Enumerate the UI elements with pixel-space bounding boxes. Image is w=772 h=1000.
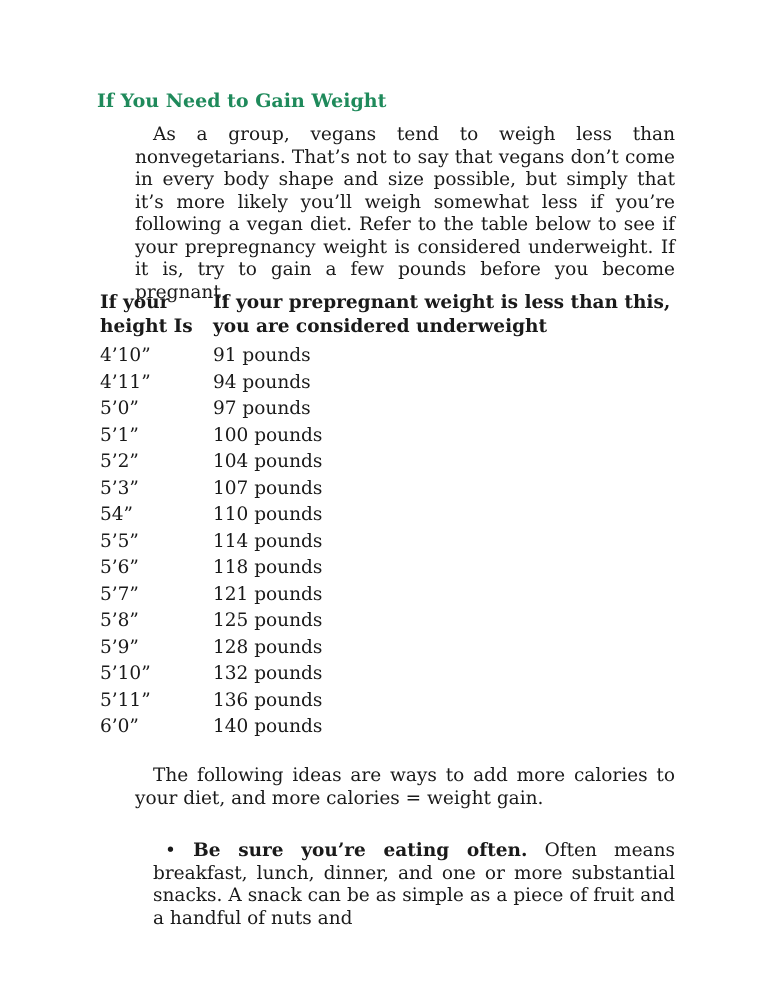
section-heading: If You Need to Gain Weight bbox=[97, 90, 387, 112]
table-header bbox=[100, 291, 673, 339]
height-cell: 4’11” bbox=[100, 371, 151, 393]
weight-cell: 107 pounds bbox=[213, 477, 323, 499]
table-row bbox=[100, 714, 673, 741]
weight-cell: 125 pounds bbox=[213, 610, 323, 631]
weight-cell: 128 pounds bbox=[213, 636, 323, 658]
table-row bbox=[100, 370, 673, 397]
weight-cell: 100 pounds bbox=[213, 424, 323, 446]
table-row bbox=[100, 661, 673, 688]
weight-cell: 121 pounds bbox=[213, 583, 323, 605]
intro-paragraph bbox=[135, 124, 675, 304]
height-cell: 5’1” bbox=[100, 424, 139, 446]
header-weight: If your prepregnant weight is less than this, you are considered underweight bbox=[213, 292, 671, 337]
weight-cell: 104 pounds bbox=[213, 451, 323, 472]
height-cell: 5’9” bbox=[100, 636, 139, 658]
ideas-paragraph-text: The following ideas are ways to add more calories to your diet, and more calories = weight gain. bbox=[135, 765, 675, 809]
height-cell: 5’5” bbox=[100, 530, 139, 552]
height-cell: 5’10” bbox=[100, 663, 151, 684]
table-row bbox=[100, 555, 673, 582]
weight-cell: 94 pounds bbox=[213, 371, 311, 393]
height-cell: 5’6” bbox=[100, 557, 139, 578]
table-row bbox=[100, 343, 673, 370]
table-row bbox=[100, 688, 673, 715]
table-row bbox=[100, 396, 673, 423]
underweight-table bbox=[100, 291, 673, 741]
table-body bbox=[100, 343, 673, 741]
bullet-body bbox=[153, 840, 675, 930]
weight-cell: 97 pounds bbox=[213, 398, 311, 419]
table-row bbox=[100, 502, 673, 529]
table-row bbox=[100, 608, 673, 635]
height-cell: 5’7” bbox=[100, 583, 139, 605]
table-row bbox=[100, 423, 673, 450]
table-row bbox=[100, 582, 673, 609]
height-cell: 6’0” bbox=[100, 716, 139, 737]
weight-cell: 118 pounds bbox=[213, 557, 323, 578]
table-row bbox=[100, 529, 673, 556]
bullet-text: Often means breakfast, lunch, dinner, and one or more substantial snacks. A snack can be as simple as a piece of fruit and a handful of nuts and bbox=[153, 840, 675, 929]
intro-paragraph-text: As a group, vegans tend to weigh less than nonvegetarians. That’s not to say that vegans don’t come in every body shape and size possible, but simply that it’s more likely you’ll weigh somewhat less if you’re following a vegan diet. Refer to the table below to see if your prepregnancy weight is considered underweight. If it is, try to gain a few pounds before you become pregnant. bbox=[135, 124, 675, 303]
height-cell: 5’8” bbox=[100, 610, 139, 631]
weight-cell: 114 pounds bbox=[213, 530, 323, 552]
height-cell: 5’0” bbox=[100, 398, 139, 419]
bullet-item bbox=[153, 840, 675, 930]
header-height: If your height Is bbox=[100, 292, 193, 337]
weight-cell: 132 pounds bbox=[213, 663, 323, 684]
height-cell: 54” bbox=[100, 504, 133, 525]
height-cell: 5’11” bbox=[100, 689, 151, 711]
bullet-lead: Be sure you’re eating often. bbox=[193, 840, 528, 861]
weight-cell: 110 pounds bbox=[213, 504, 323, 525]
ideas-paragraph bbox=[135, 765, 675, 810]
height-cell: 5’2” bbox=[100, 451, 139, 472]
height-cell: 4’10” bbox=[100, 345, 151, 366]
height-cell: 5’3” bbox=[100, 477, 139, 499]
weight-cell: 136 pounds bbox=[213, 689, 323, 711]
table-row bbox=[100, 449, 673, 476]
table-row bbox=[100, 635, 673, 662]
table-row bbox=[100, 476, 673, 503]
weight-cell: 91 pounds bbox=[213, 345, 311, 366]
weight-cell: 140 pounds bbox=[213, 716, 323, 737]
bullet-mark: • bbox=[165, 840, 176, 861]
